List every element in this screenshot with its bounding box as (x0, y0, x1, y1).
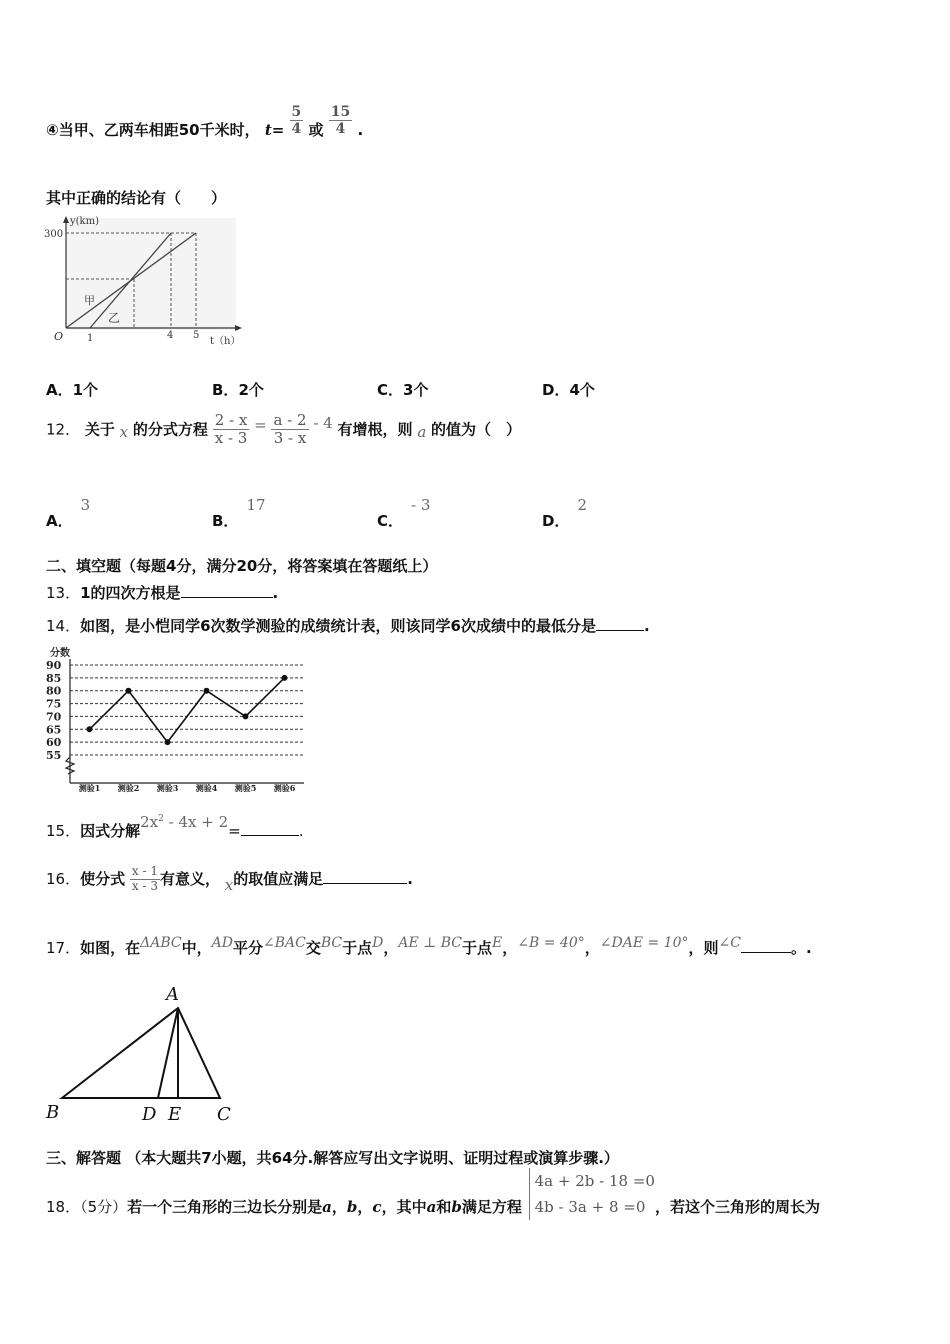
fraction-15-4: $\frac{15}{4}$ (330, 104, 351, 138)
q11-prompt: 其中正确的结论有（ ） (46, 189, 227, 207)
q12-option-b[interactable]: B．17 (212, 496, 266, 530)
data-point-4 (204, 688, 210, 694)
q12-fraction-left: $\frac{2 - x}{x - 3}$ (214, 411, 248, 448)
q12-var-a: a (417, 423, 427, 442)
section-3-heading: 三、解答题 （本大题共7小题，共64分.解答应写出文字说明、证明过程或演算步骤.） (46, 1149, 619, 1167)
graph-label-yi: 乙 (108, 311, 121, 325)
score-series-line (90, 678, 285, 742)
graph-y-tick-300: 300 (44, 229, 64, 240)
y-tick-80: 80 (46, 684, 62, 698)
x-tick-5: 测验5 (234, 783, 257, 793)
q11-t-label: t= (264, 121, 285, 140)
point-D: D (142, 1104, 157, 1125)
x-tick-1: 测验1 (78, 783, 101, 793)
question-16: 16．使分式 $\frac{x - 1}{x - 3}$ 有意义， x的取值应满足 . (46, 864, 413, 894)
graph-x-tick-1: 1 (87, 333, 94, 344)
y-tick-90: 90 (46, 659, 62, 672)
question-15: 15．因式分解$2x^2 - 4x + 2=$ . (46, 813, 304, 840)
q12-number: 12． (46, 420, 81, 439)
fraction-5-4: $\frac{5}{4}$ (291, 104, 302, 138)
score-line-chart (42, 643, 312, 793)
q12-option-d[interactable]: D．2 (542, 496, 587, 530)
question-12: 12． 关于 x 的分式方程 $\frac{2 - x}{x - 3}$ = $\frac{a - 2}{3 - x}$ - 4 有增根，则 a 的值为（ ） (46, 411, 522, 448)
y-tick-85: 85 (46, 671, 62, 685)
q12-fraction-right: $\frac{a - 2}{3 - x}$ (273, 411, 307, 448)
q16-var-x: x (224, 875, 234, 894)
q11-or: 或 (308, 121, 324, 140)
triangle-figure (40, 980, 250, 1125)
data-point-1 (87, 726, 93, 732)
graph-x-label: t（h） (210, 336, 241, 347)
q16-answer-blank[interactable] (323, 869, 407, 884)
q18-equation-system: 4a + 2b - 18 =0 4b - 3a + 8 =0 (529, 1168, 655, 1220)
q16-fraction: $\frac{x - 1}{x - 3}$ (131, 864, 158, 893)
question-13: 13．1的四次方根是 . (46, 584, 279, 602)
q11-condition-4 (46, 104, 364, 140)
y-tick-75: 75 (46, 697, 62, 711)
x-tick-6: 测验6 (273, 783, 296, 793)
q17-answer-blank[interactable] (741, 938, 791, 953)
question-18: 18．（5分）若一个三角形的三边长分别是a，b，c，其中a和b满足方程 4a + 2b - 18 =0 4b - 3a + 8 =0 ，若这个三角形的周长为 (46, 1168, 820, 1220)
chart-y-label: 分数 (50, 648, 70, 659)
q12-var-x: x (119, 423, 129, 442)
question-14: 14．如图，是小恺同学6次数学测验的成绩统计表，则该同学6次成绩中的最低分是 . (46, 617, 650, 635)
point-E: E (168, 1104, 182, 1125)
y-tick-60: 60 (46, 736, 62, 750)
q11-option-a[interactable]: A．1个 (46, 381, 99, 399)
vertex-A: A (166, 984, 179, 1005)
section-2-heading: 二、填空题（每题4分，满分20分，将答案填在答题纸上） (46, 557, 438, 575)
distance-time-graph (44, 214, 244, 350)
y-tick-70: 70 (46, 710, 62, 724)
vertex-C: C (217, 1104, 231, 1125)
question-17: 17．如图，在ΔABC中，AD平分∠BAC交BC于点D，AE ⊥ BC于点E，∠B = 40°，∠DAE = 10°，则∠C 。. (46, 935, 812, 957)
q13-answer-blank[interactable] (181, 583, 273, 598)
q11-option-d[interactable]: D．4个 (542, 381, 595, 399)
data-point-2 (126, 688, 132, 694)
x-tick-4: 测验4 (195, 783, 218, 793)
graph-label-jia: 甲 (84, 294, 95, 307)
q11-option-b[interactable]: B．2个 (212, 381, 264, 399)
q12-option-c[interactable]: C．- 3 (377, 496, 431, 530)
y-tick-55: 55 (46, 749, 62, 762)
q11-option-c[interactable]: C．3个 (377, 381, 429, 399)
graph-x-tick-5: 5 (193, 330, 200, 341)
q15-expression: $2x^2 - 4x + 2$ (140, 813, 229, 831)
vertex-B: B (46, 1102, 60, 1123)
data-point-3 (165, 739, 171, 745)
x-tick-2: 测验2 (117, 783, 140, 793)
graph-y-label: y(km) (70, 216, 99, 227)
data-point-5 (243, 713, 249, 719)
q11-cond4-prefix: ④当甲、乙两车相距50千米时， (46, 121, 260, 140)
q12-option-a[interactable]: A．3 (46, 496, 91, 530)
q11-cond4-end: . (357, 121, 364, 140)
data-point-6 (282, 675, 288, 681)
graph-x-tick-4: 4 (167, 330, 174, 341)
q15-answer-blank[interactable] (241, 821, 299, 836)
q14-answer-blank[interactable] (596, 616, 644, 631)
x-tick-3: 测验3 (156, 783, 179, 793)
y-tick-65: 65 (46, 723, 62, 737)
graph-origin: O (54, 330, 64, 343)
